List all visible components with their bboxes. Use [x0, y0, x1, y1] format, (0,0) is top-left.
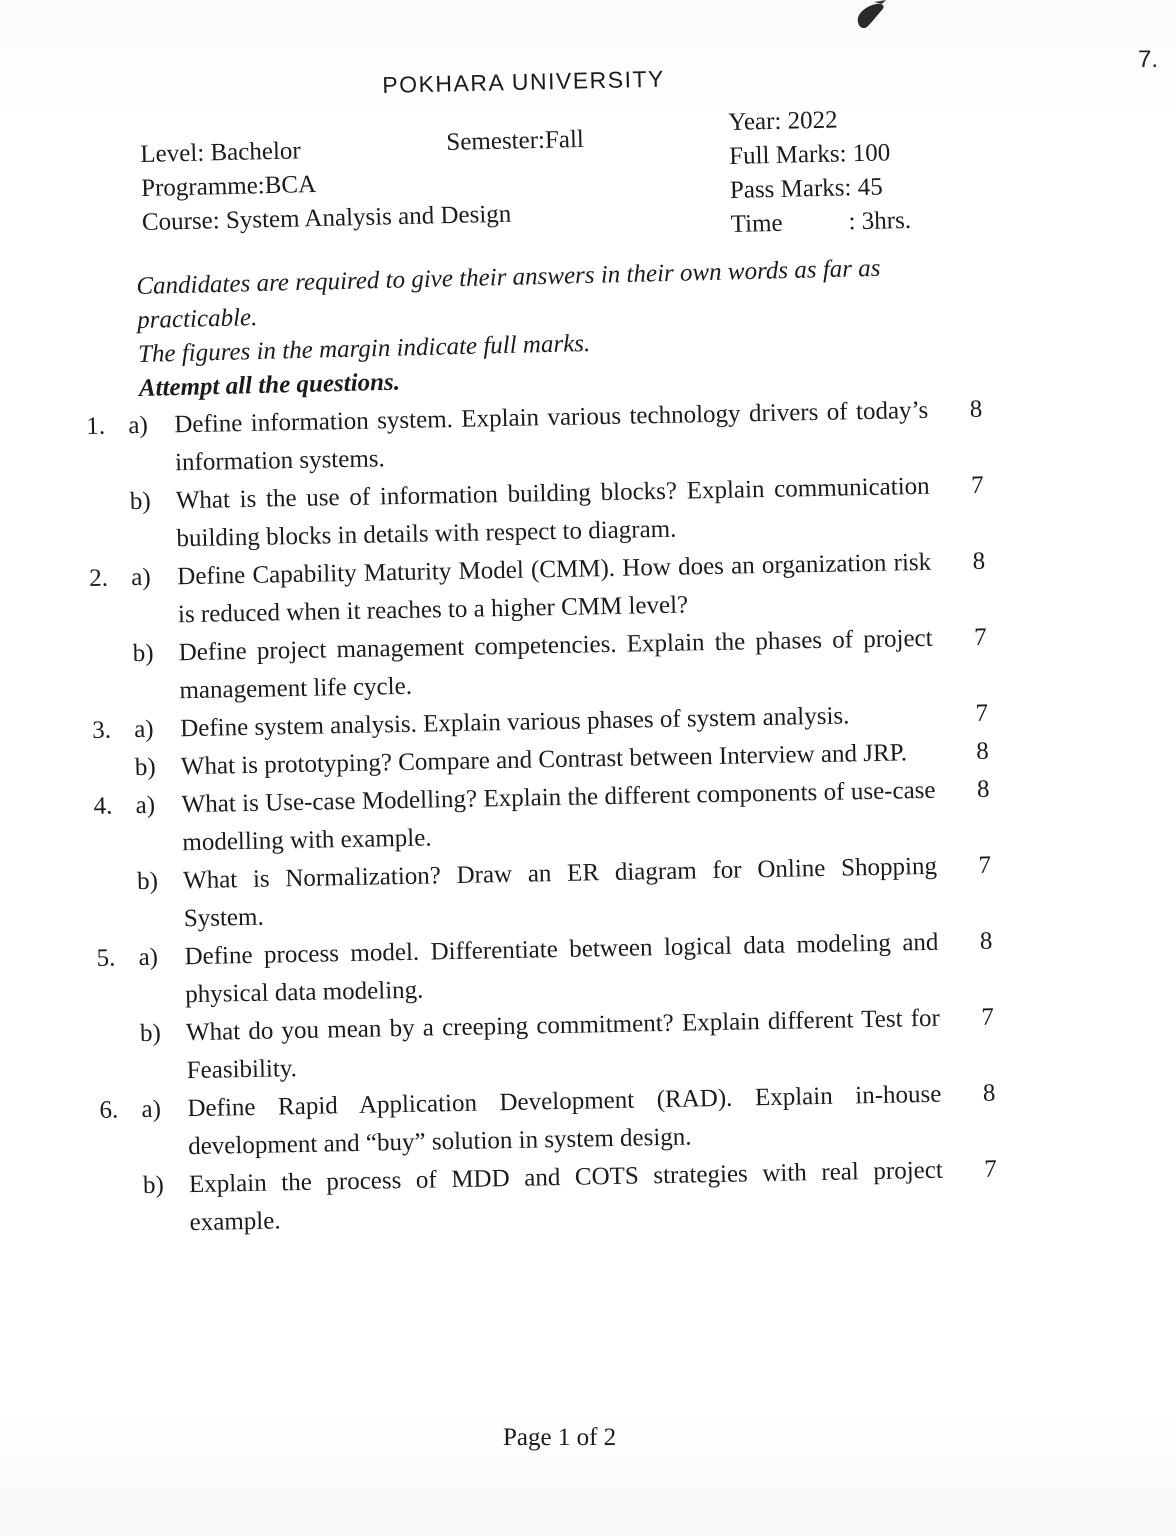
question-number: 4.	[93, 792, 113, 820]
year-text: Year: 2022	[728, 106, 838, 136]
pass-marks-text: Pass Marks: 45	[729, 173, 883, 204]
question-list	[86, 390, 1032, 1244]
question-number: 6.	[99, 1096, 119, 1124]
question-marks: 8	[972, 547, 986, 576]
question-text: What is the use of information building blocks? Explain communication building blocks in details with respect to diagram.	[175, 472, 930, 553]
level-text: Level: Bachelor	[140, 137, 301, 168]
question-number: 3.	[91, 716, 112, 744]
question-marks: 8	[976, 775, 990, 803]
ink-blot-mark	[852, 0, 888, 30]
question-marks: 7	[975, 699, 989, 727]
question-marks: 7	[981, 1003, 995, 1031]
question-text: What is Use-case Modelling? Explain the different components of use-case modelling with example.	[181, 776, 936, 857]
question-text: Define project management competencies. Explain the phases of project management life cycle.	[178, 624, 933, 705]
question-marks: 7	[970, 471, 984, 500]
part-label: b)	[129, 487, 151, 516]
question-marks: 8	[979, 927, 993, 955]
part-label: a)	[128, 411, 149, 440]
semester-text: Semester:Fall	[446, 125, 585, 156]
full-marks-text: Full Marks: 100	[728, 139, 891, 170]
question-number: 5.	[96, 944, 116, 972]
part-label: b)	[139, 1019, 162, 1048]
question-marks: 8	[969, 395, 983, 424]
university-title: POKHARA UNIVERSITY	[382, 65, 666, 98]
question-number: 2.	[89, 564, 109, 592]
question-text: Define Capability Maturity Model (CMM). How does an organization risk is reduced when it reaches to a higher CMM level?	[176, 548, 932, 629]
question-number: 1.	[86, 412, 106, 440]
question-marks: 8	[975, 737, 990, 765]
question-text: What is prototyping? Compare and Contrast between Interview and JRP.	[180, 739, 908, 781]
instruction-margin-marks: The figures in the margin indicate full marks.	[137, 329, 591, 368]
part-label: a)	[131, 563, 151, 592]
part-label: a)	[138, 943, 159, 972]
question-text: What is Normalization? Draw an ER diagram for Online Shopping System.	[182, 852, 938, 933]
time-row	[730, 204, 911, 242]
question-marks: 7	[973, 623, 987, 651]
part-label: b)	[134, 753, 156, 782]
part-label: b)	[136, 867, 159, 896]
course-text: Course: System Analysis and Design	[141, 200, 512, 236]
part-label: a)	[133, 715, 154, 744]
instruction-own-words: Candidates are required to give their answers in their own words as far as practicable.	[136, 254, 881, 334]
question-marks: 7	[984, 1155, 998, 1183]
question-text: Define system analysis. Explain various phases of system analysis.	[179, 702, 850, 743]
exam-meta-right	[728, 102, 911, 242]
part-label: a)	[135, 791, 156, 820]
instructions-block	[136, 250, 939, 406]
question-text: Define information system. Explain various technology drivers of today’s information systems.	[174, 396, 929, 477]
question-marks: 7	[978, 851, 992, 879]
question-number	[95, 863, 137, 864]
corner-number: 7.	[1138, 46, 1159, 73]
part-label: a)	[141, 1095, 162, 1124]
page-number: Page 1 of 2	[503, 1424, 617, 1451]
question-number	[101, 1167, 143, 1168]
question-text: Define process model. Differentiate between logical data modeling and physical data modeling.	[184, 928, 939, 1009]
question-marks: 8	[982, 1079, 996, 1107]
question-text: Explain the process of MDD and COTS strategies with real project example.	[188, 1156, 944, 1237]
time-value: : 3hrs.	[848, 206, 912, 236]
part-label: b)	[132, 639, 154, 668]
question-number	[90, 635, 132, 636]
question-text: Define Rapid Application Development (RAD). Explain in-house development and “buy” solution in system design.	[187, 1080, 942, 1161]
part-label: b)	[142, 1171, 165, 1200]
instruction-attempt-all: Attempt all the questions.	[138, 368, 401, 402]
question-number	[98, 1015, 140, 1016]
question-number	[87, 483, 129, 484]
programme-text: Programme:BCA	[140, 171, 317, 202]
time-label: Time	[730, 209, 783, 238]
question-text: What do you mean by a creeping commitment? Explain different Test for Feasibility.	[185, 1004, 941, 1085]
